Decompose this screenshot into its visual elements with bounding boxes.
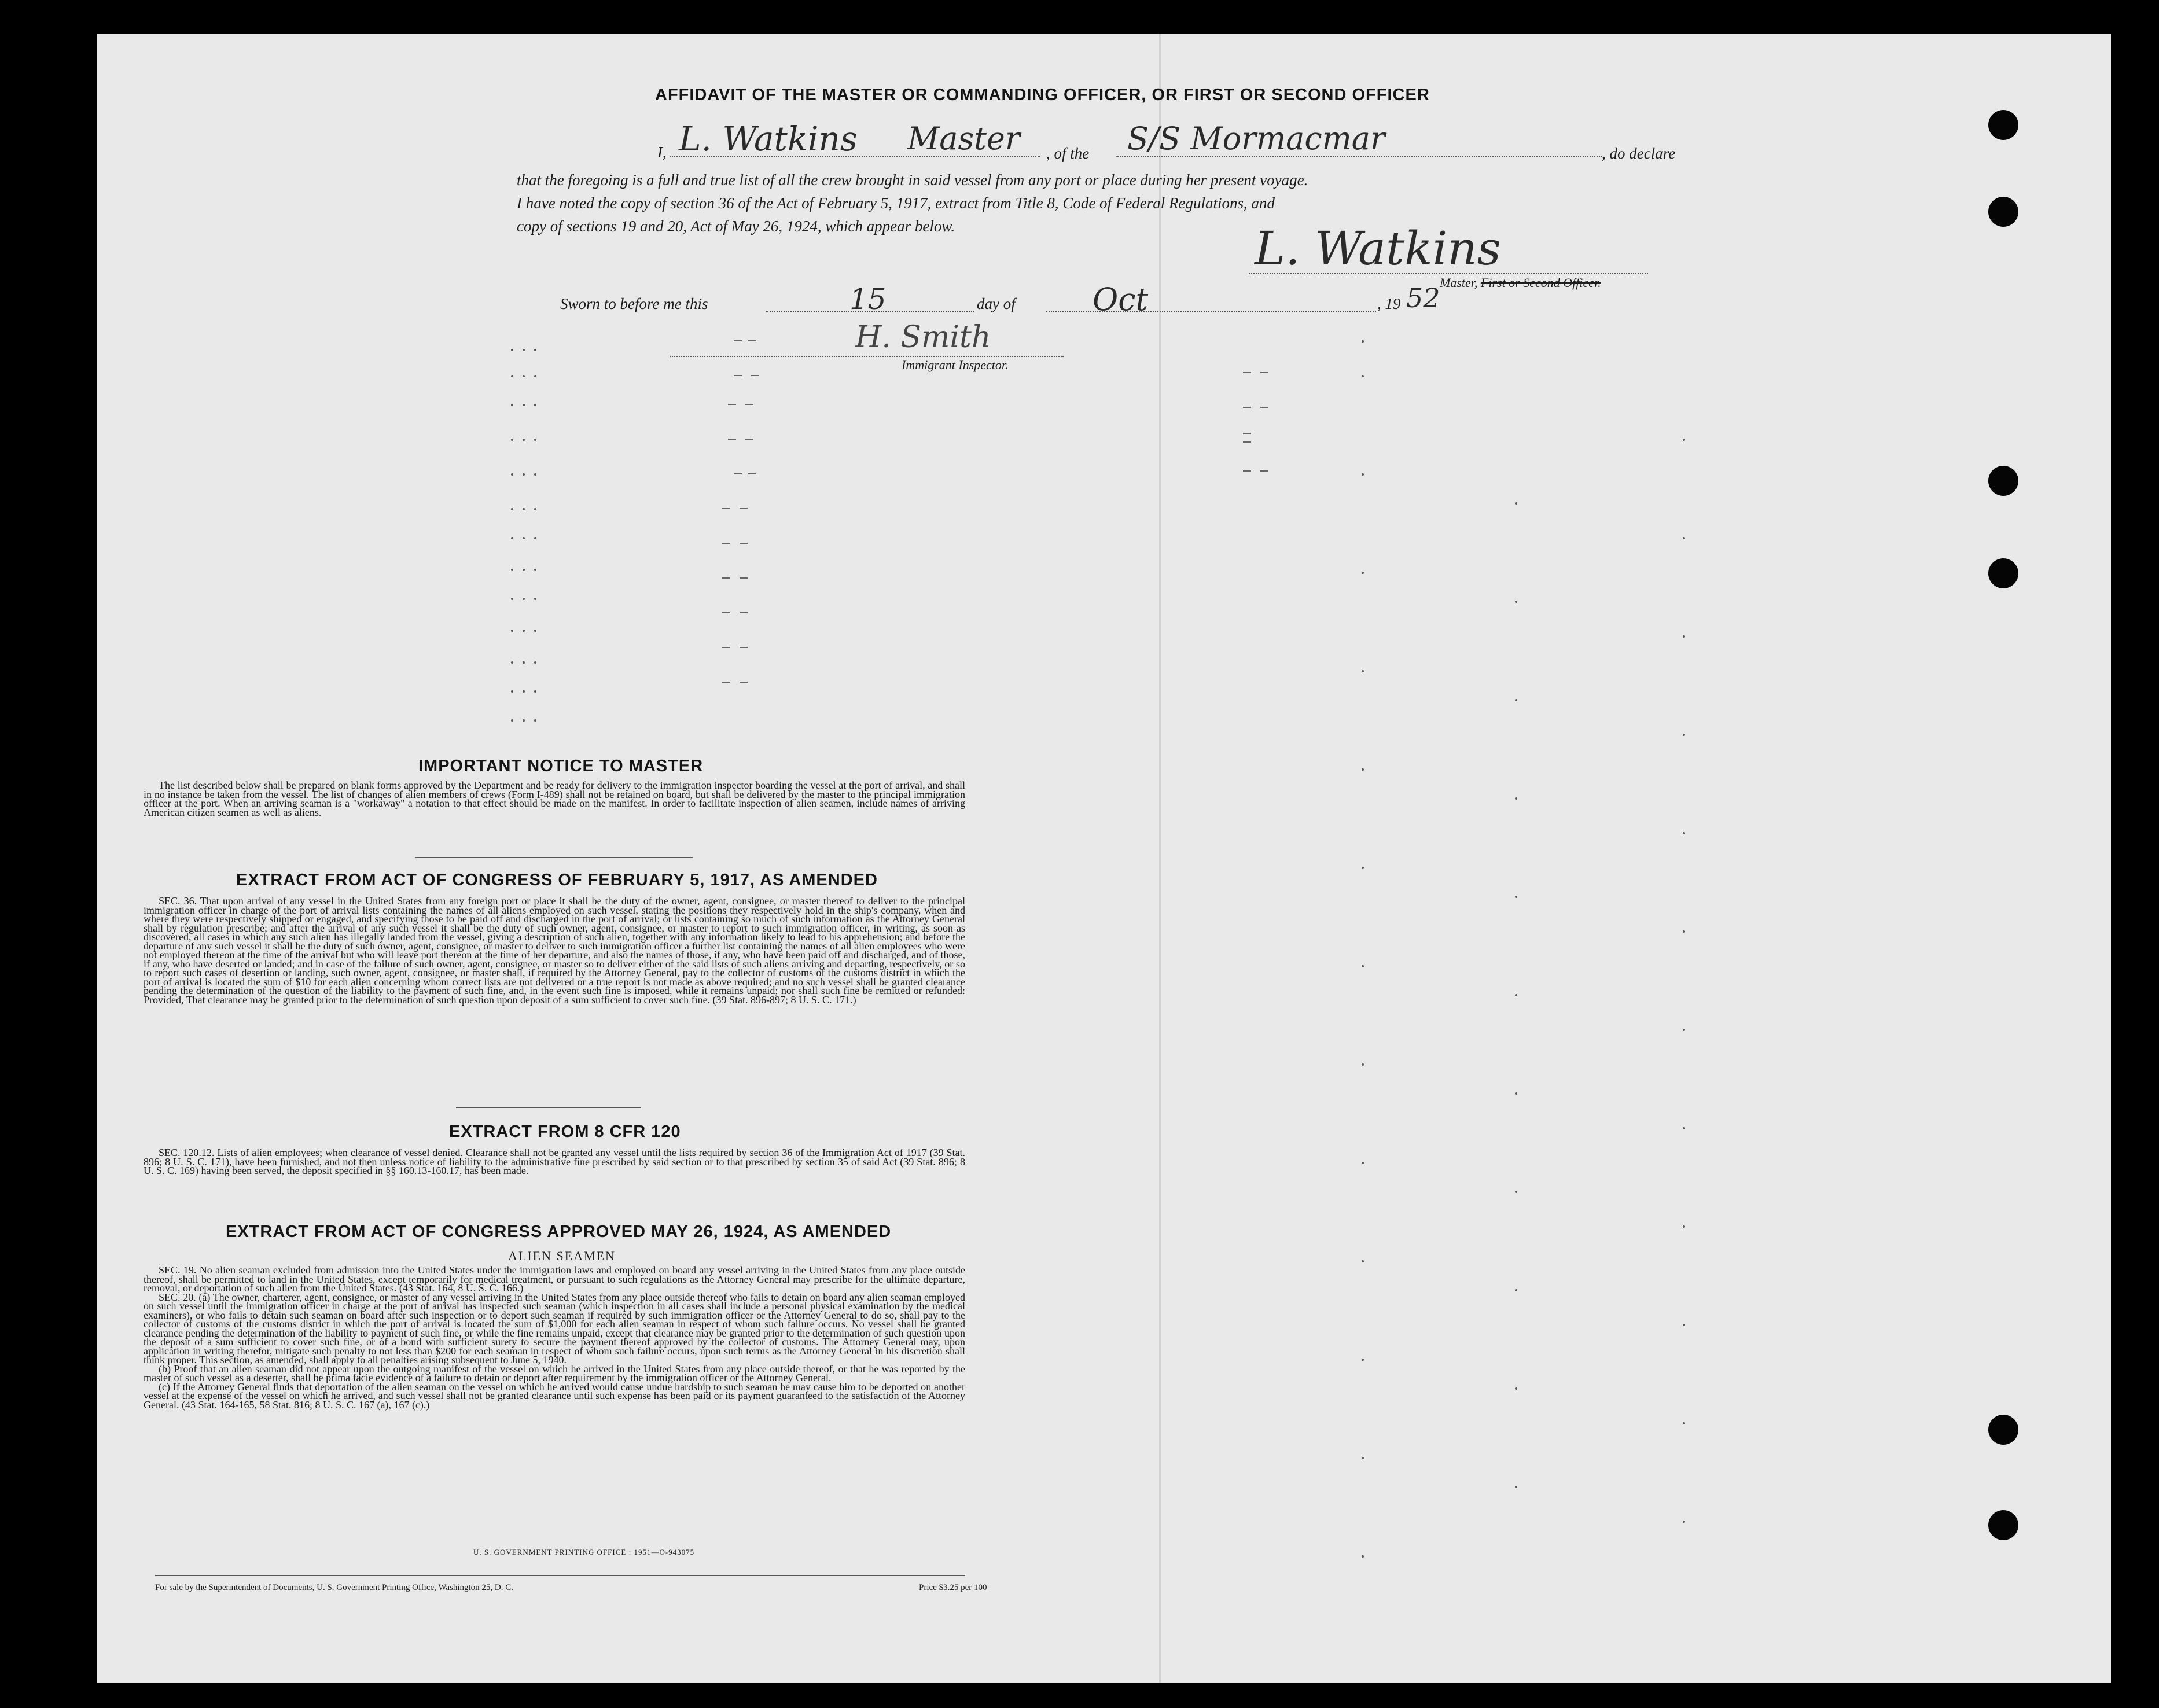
- extract-1917-paragraph: SEC. 36. That upon arrival of any vessel in the United States from any foreign port or place it shall be the duty of the owner, agent, consignee, or master thereof to deliver to the principal immigration officer in charge of the port of arrival lists containing the names of all aliens employed on such vessel, stating the positions they respectively hold in the ship's company, when and where they were respectively shipped or engaged, and specifying those to be paid off and discharged in the port of arrival; or lists containing so much of such information as the Attorney General shall by regulation prescribe; and after the arrival of any such vessel it shall be the duty of such owner, agent, consignee, or master to report to such immigration officer, in writing, as soon as discovered, all cases in which any such alien has illegally landed from the vessel, giving a description of such alien, together with any information likely to lead to his apprehension; and before the departure of any such vessel it shall be the duty of such owner, agent, consignee, or master to deliver to such immigration officer a further list containing the names of all alien employees who were not employed thereon at the time of the arrival but who will leave port thereon at the time of her departure, and also the names of those, if any, who have been paid off and discharged, and of those, if any, who have deserted or landed; and in case of the failure of such owner, agent, consignee, or master so to deliver either of the said lists of such aliens arriving and departing, respectively, or so to report such cases of desertion or landing, such owner, agent, consignee, or master shall, if required by the Attorney General, pay to the collector of customs of the customs district in which the port of arrival is located the sum of $10 for each alien concerning whom correct lists are not delivered or a true report is not made as above required; and no such vessel shall be granted clearance pending the determination of the question of the liability to the payment of such fine, and, in the event such fine is imposed, while it remains unpaid; nor shall such fine be remitted or refunded: Provided, That clearance may be granted prior to the determination of such question upon deposit of a sum sufficient to cover such fine. (39 Stat. 896-897; 8 U. S. C. 171.): [144, 895, 965, 1006]
- signature-line: [1249, 272, 1648, 274]
- affidavit-body-line-2: that the foregoing is a full and true list of all the crew brought in said vessel from any port or place during her present voyage.: [517, 171, 1308, 189]
- gpo-imprint: U. S. GOVERNMENT PRINTING OFFICE : 1951—O-943075: [473, 1548, 695, 1556]
- binder-hole-6: [1988, 1510, 2018, 1540]
- price-notice: Price $3.25 per 100: [919, 1583, 987, 1592]
- inspector-signature: H. Smith: [855, 320, 991, 355]
- section-20c-paragraph: (c) If the Attorney General finds that deportation of the alien seaman on the vessel on which he arrived would cause undue hardship to such seaman he may cause him to be deported on another vessel at the expense of the vessel on which he arrived, and such vessel shall not be granted clearance until such expense has been paid or its payment guaranteed to the satisfaction of the Attorney General. (43 Stat. 164-165, 58 Stat. 816; 8 U. S. C. 167 (a), 167 (c).): [144, 1381, 965, 1411]
- affidavit-body-line-4: copy of sections 19 and 20, Act of May 26, 1924, which appear below.: [517, 218, 955, 235]
- section-20a-paragraph: SEC. 20. (a) The owner, charterer, agent, consignee, or master of any vessel arriving in the United States from any place outside thereof who fails to detain on board any alien seaman employed on such vessel until the immigration officer in charge at the port of arrival has inspected such seaman (which inspection in all cases shall include a personal physical examination by the medical examiners), or who fails to detain such seaman on board after such inspection or to deport such seaman if required by such immigration officer or the Attorney General to do so, shall pay to the collector of customs of the customs district in which the port of arrival is located the sum of $1,000 for each alien seaman in respect of whom such failure occurs. No vessel shall be granted clearance pending the determination of the liability to payment of such fine, or while the fine remains unpaid, except that clearance may be granted prior to the determination of such question upon the deposit of a sum sufficient to cover such fine, or of a bond with sufficient surety to secure the payment thereof approved by the collector of customs. The Attorney General may, upon application in writing therefor, mitigate such penalty to not less than $200 for each seaman in respect of whom such failure occurs, upon such terms as the Attorney General in his discretion shall think proper. This section, as amended, shall apply to all penalties arising subsequent to June 5, 1940.: [144, 1291, 965, 1365]
- binder-hole-3: [1988, 466, 2018, 496]
- inspector-caption: Immigrant Inspector.: [902, 358, 1009, 372]
- sworn-day-handwritten: 15: [849, 282, 887, 316]
- of-the-text: , of the: [1046, 145, 1090, 162]
- section-divider-2: [456, 1107, 641, 1108]
- alien-seamen-subheading: ALIEN SEAMEN: [508, 1249, 616, 1263]
- extract-1917-text: [144, 897, 965, 1004]
- extract-cfr-text: [144, 1149, 965, 1176]
- master-role-handwritten: Master: [907, 120, 1020, 157]
- binder-hole-4: [1988, 558, 2018, 588]
- sale-notice: For sale by the Superintendent of Documents, U. S. Government Printing Office, Washington 25, D. C.: [155, 1583, 513, 1592]
- extract-cfr-heading: EXTRACT FROM 8 CFR 120: [449, 1122, 681, 1141]
- document-sheet: [97, 34, 2111, 1683]
- binder-hole-1: [1988, 110, 2018, 140]
- inspector-line: [670, 355, 1064, 357]
- extract-cfr-paragraph: SEC. 120.12. Lists of alien employees; when clearance of vessel denied. Clearance shall not be granted any vessel until the lists required by section 36 of the Immigration Act of 1917 (39 Stat. 896; 8 U. S. C. 171), have been furnished, and not then unless notice of liability to the administrative fine prescribed by said section or to that prescribed by section 35 of said Act (39 Stat. 896; 8 U. S. C. 169) having been served, the deposit specified in §§ 160.13-160.17, has been made.: [144, 1147, 965, 1176]
- caption-master: Master,: [1440, 275, 1478, 290]
- vessel-name-handwritten: S/S Mormacmar: [1127, 120, 1385, 157]
- sworn-year-handwritten: 52: [1406, 282, 1440, 314]
- section-19-paragraph: SEC. 19. No alien seaman excluded from admission into the United States under the immigration laws and employed on board any vessel arriving in the United States from any place outside thereof, shall be permitted to land in the United States, except temporarily for medical treatment, or pursuant to such regulations as the Attorney General may prescribe for the ultimate departure, removal, or deportation of such alien from the United States. (43 Stat. 164, 8 U. S. C. 166.): [144, 1264, 965, 1294]
- binder-hole-2: [1988, 197, 2018, 227]
- master-signature: L. Watkins: [1255, 222, 1501, 275]
- footer-rule: [155, 1575, 965, 1576]
- binder-hole-5: [1988, 1415, 2018, 1445]
- section-20b-paragraph: (b) Proof that an alien seaman did not appear upon the outgoing manifest of the vessel on which he arrived in the United States from any place outside thereof, or that he was reported by the master of such vessel as a deserter, shall be prima facie evidence of a failure to detain or deport after requirement by the immigration officer or the Attorney General.: [144, 1363, 965, 1383]
- signature-caption: [1440, 275, 1601, 290]
- notice-paragraph: The list described below shall be prepared on blank forms approved by the Department and be ready for delivery to the immigration inspector boarding the vessel at the port of arrival, and shall in no instance be taken from the vessel. The list of changes of alien members of crews (Form I-489) shall not be retained on board, but shall be delivered by the master to the principal immigration officer at the port. When an arriving seaman is a "workaway" a notation to that effect should be made on the manifest. In order to facilitate inspection of alien seamen, include names of arriving American citizen seamen as well as aliens.: [144, 779, 965, 818]
- page-fold: [1159, 34, 1161, 1683]
- extract-1924-text: [144, 1266, 965, 1409]
- caption-struck-officer: First or Second Officer.: [1480, 275, 1601, 290]
- do-declare-text: , do declare: [1602, 145, 1676, 162]
- declaration-prefix: I,: [657, 143, 667, 161]
- extract-1924-heading: EXTRACT FROM ACT OF CONGRESS APPROVED MAY 26, 1924, AS AMENDED: [226, 1223, 892, 1241]
- affidavit-body-line-3: I have noted the copy of section 36 of the Act of February 5, 1917, extract from Title 8, Code of Federal Regulations, and: [517, 194, 1275, 212]
- extract-1917-heading: EXTRACT FROM ACT OF CONGRESS OF FEBRUARY 5, 1917, AS AMENDED: [236, 871, 878, 889]
- section-divider-1: [415, 857, 693, 858]
- sworn-month-handwritten: Oct: [1093, 281, 1149, 318]
- notice-heading: IMPORTANT NOTICE TO MASTER: [418, 757, 704, 775]
- affidavit-title: AFFIDAVIT OF THE MASTER OR COMMANDING OFFICER, OR FIRST OR SECOND OFFICER: [655, 86, 1430, 104]
- day-of-text: day of: [977, 295, 1016, 312]
- year-prefix: , 19: [1377, 295, 1401, 312]
- notice-text: [144, 781, 965, 817]
- sworn-prefix: Sworn to before me this: [560, 295, 708, 312]
- master-name-handwritten: L. Watkins: [679, 119, 858, 159]
